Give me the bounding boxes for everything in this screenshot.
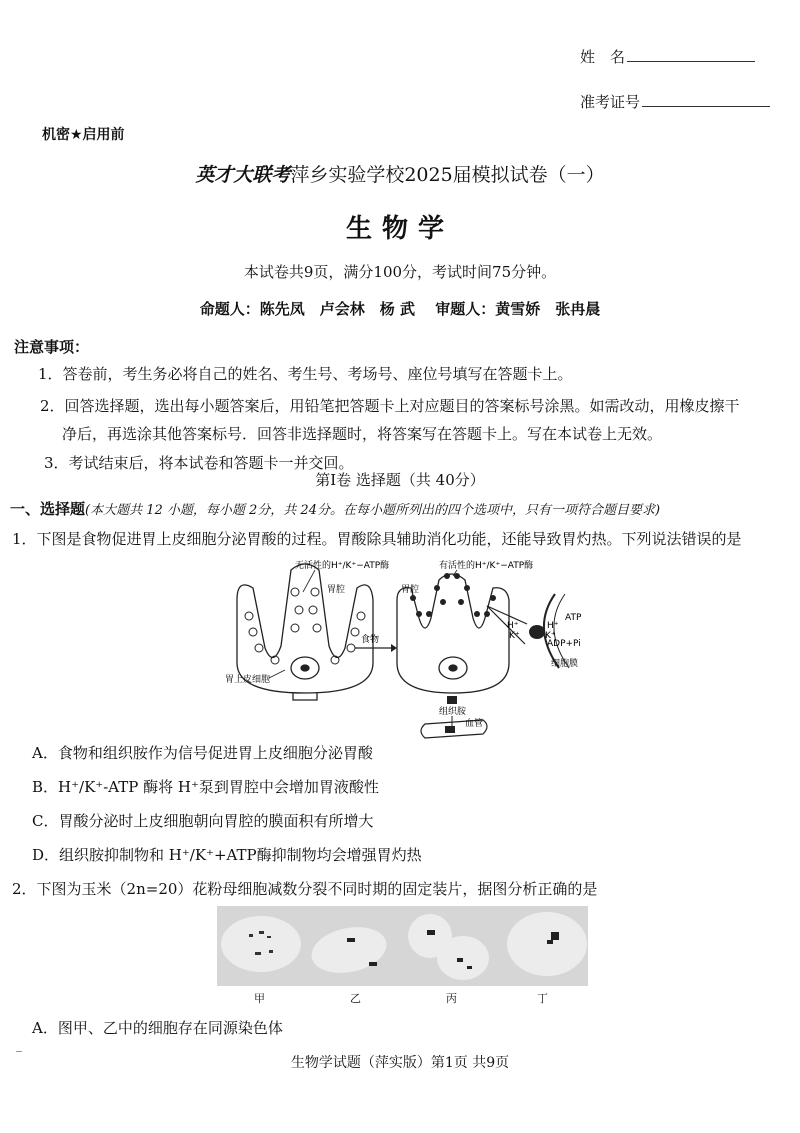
id-blank	[642, 92, 770, 107]
label-inactive-enzyme: 无活性的H⁺/K⁺−ATP酶	[295, 561, 390, 571]
label-k-left: K⁺	[509, 631, 520, 641]
inactive-vesicles	[245, 588, 365, 664]
label-active-enzyme: 有活性的H⁺/K⁺−ATP酶	[439, 561, 534, 571]
question-1-option-d: D．组织胺抑制物和 H⁺/K⁺+ATP酶抑制物均会增强胃灼热	[32, 846, 422, 864]
enzyme-zoom	[487, 594, 569, 668]
label-food: 食物	[361, 635, 380, 645]
question-1-option-a: A．食物和组织胺作为信号促进胃上皮细胞分泌胃酸	[32, 744, 373, 762]
label-k-right: K⁺	[545, 631, 556, 641]
exam-title	[0, 160, 800, 187]
question-2-option-a: A．图甲、乙中的细胞存在同源染色体	[32, 1019, 283, 1037]
question-1-option-b: B．H⁺/K⁺-ATP 酶将 H⁺泵到胃腔中会增加胃液酸性	[32, 778, 379, 796]
id-field	[580, 91, 770, 112]
notice-item-2-line-1: 2．回答选择题，选出每小题答案后，用铅笔把答题卡上对应题目的答案标号涂黑。如需改动，用橡皮擦干	[40, 397, 740, 415]
notice-item-2-line-2: 净后，再选涂其他答案标号．回答非选择题时，将答案写在答题卡上。写在本试卷上无效。	[62, 425, 663, 443]
atpase-protein	[529, 625, 545, 639]
name-label: 姓 名	[580, 48, 626, 66]
authors-line: 命题人：陈先凤 卢会林 杨 武 审题人：黄雪娇 张冉晨	[199, 300, 601, 318]
notice-item-3: 3．考试结束后，将本试卷和答题卡一并交回。	[44, 454, 354, 472]
label-blood-vessel: 血管	[465, 719, 484, 729]
name-field	[580, 46, 755, 67]
confidential-mark: 机密★启用前	[42, 127, 125, 143]
notice-title: 注意事项：	[14, 338, 90, 356]
exam-description: 本试卷共9页，满分100分，考试时间75分钟。	[243, 263, 557, 281]
question-1-stem: 1．下图是食物促进胃上皮细胞分泌胃酸的过程。胃酸除具辅助消化功能，还能导致胃灼热。下列说法错误的是	[12, 530, 742, 548]
label-h-right: H⁺	[547, 621, 559, 631]
label-h-left: H⁺	[507, 621, 519, 631]
cell-label-jia: 甲	[254, 992, 265, 1005]
page-footer: 生物学试题（萍实版）第1页 共9页	[290, 1055, 510, 1071]
cell-label-bing: 丙	[446, 992, 457, 1005]
question-2-stem: 2．下图为玉米（2n=20）花粉母细胞减数分裂不同时期的固定装片，据图分析正确的是	[12, 880, 598, 898]
question-1-option-c: C．胃酸分泌时上皮细胞朝向胃腔的膜面积有所增大	[32, 812, 374, 830]
subject-title: 生物学	[345, 214, 454, 244]
notice-item-1: 1．答卷前，考生务必将自己的姓名、考生号、考场号、座位号填写在答题卡上。	[38, 365, 573, 383]
label-stomach-cavity-left: 胃腔	[327, 585, 346, 595]
section-title: 第Ⅰ卷 选择题（共 40分）	[315, 471, 485, 489]
label-epithelial-cell: 胃上皮细胞	[225, 675, 271, 685]
label-histamine: 组织胺	[439, 707, 467, 717]
id-label: 准考证号	[580, 93, 641, 111]
active-membrane-folds	[410, 573, 496, 617]
school-title: 萍乡实验学校2025届模拟试卷（一）	[290, 164, 605, 186]
name-blank	[627, 47, 755, 62]
label-membrane: 细胞膜	[551, 659, 579, 669]
part1-label: 一、选择题	[10, 500, 86, 518]
label-adp-pi: ADP+Pi	[547, 639, 581, 649]
meiosis-micrograph	[217, 906, 588, 986]
stomach-acid-diagram	[225, 558, 595, 748]
label-stomach-cavity-right: 胃腔	[401, 585, 420, 595]
cell-label-ding: 丁	[537, 992, 548, 1005]
label-atp: ATP	[565, 613, 582, 623]
brand-logo-text: 英才大联考	[195, 164, 291, 186]
part1-note: (本大题共 12 小题，每小题 2分，共 24分。在每小题所列出的四个选项中，只有一项符合题目要求)	[85, 503, 661, 518]
part1-heading	[10, 498, 660, 519]
cell-label-yi: 乙	[350, 992, 361, 1005]
